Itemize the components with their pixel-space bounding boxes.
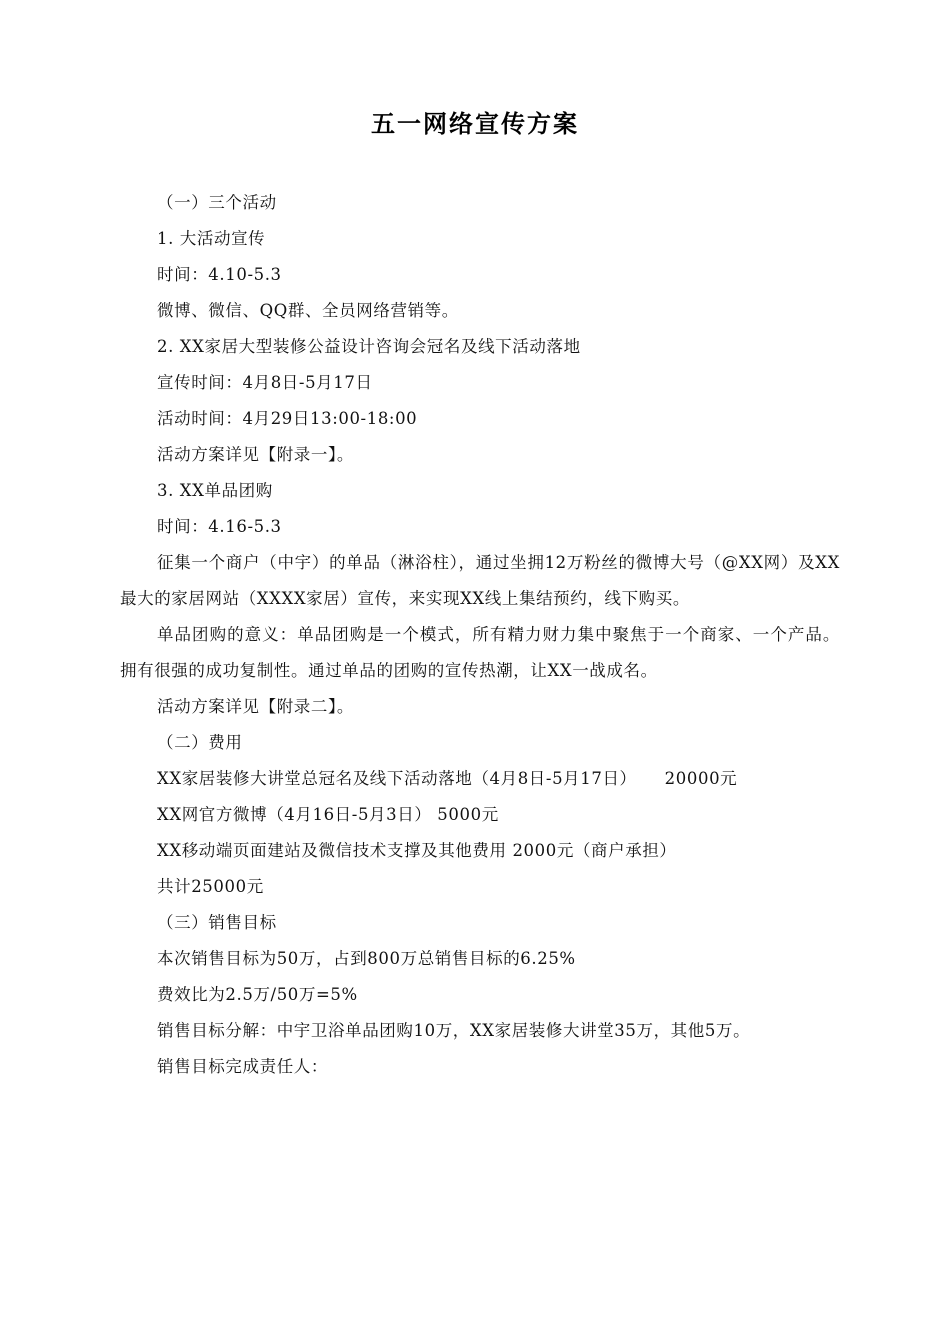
section-heading-activities: （一）三个活动 [157, 193, 277, 212]
item3-plan-reference: 活动方案详见【附录二】。 [157, 697, 354, 716]
item2-title: 2. XX家居大型装修公益设计咨询会冠名及线下活动落地 [157, 337, 581, 356]
document-body [120, 185, 840, 1085]
cost-line-sponsorship-label: XX家居装修大讲堂总冠名及线下活动落地（4月8日-5月17日） [157, 769, 637, 788]
cost-line-weibo: XX网官方微博（4月16日-5月3日） 5000元 [157, 805, 499, 824]
document-title: 五一网络宣传方案 [371, 110, 579, 138]
goal-line-breakdown: 销售目标分解：中宇卫浴单品团购10万，XX家居装修大讲堂35万，其他5万。 [157, 1021, 751, 1040]
item1-description: 微博、微信、QQ群、全员网络营销等。 [157, 301, 459, 320]
item2-plan-reference: 活动方案详见【附录一】。 [157, 445, 354, 464]
cost-total: 共计25000元 [157, 877, 264, 896]
goal-line-target: 本次销售目标为50万，占到800万总销售目标的6.25% [157, 949, 576, 968]
item3-paragraph-meaning: 单品团购的意义：单品团购是一个模式，所有精力财力集中聚焦于一个商家、一个产品。拥有很强的成功复制性。通过单品的团购的宣传热潮，让XX一战成名。 [120, 625, 840, 680]
item3-time: 时间：4.16-5.3 [157, 517, 282, 536]
goal-line-cost-ratio: 费效比为2.5万/50万=5% [157, 985, 358, 1004]
item1-time: 时间：4.10-5.3 [157, 265, 282, 284]
goal-line-responsible: 销售目标完成责任人： [157, 1057, 328, 1076]
item2-promo-time: 宣传时间：4月8日-5月17日 [157, 373, 373, 392]
cost-line-mobile: XX移动端页面建站及微信技术支撑及其他费用 2000元（商户承担） [157, 841, 677, 860]
item3-paragraph-campaign: 征集一个商户（中宇）的单品（淋浴柱），通过坐拥12万粉丝的微博大号（@XX网）及XX最大的家居网站（XXXX家居）宣传，来实现XX线上集结预约，线下购买。 [120, 553, 840, 608]
cost-line-sponsorship [120, 761, 840, 797]
section-heading-costs: （二）费用 [157, 733, 243, 752]
section-heading-sales-goals: （三）销售目标 [157, 913, 277, 932]
item2-event-time: 活动时间：4月29日13:00-18:00 [157, 409, 418, 428]
item3-title: 3. XX单品团购 [157, 481, 273, 500]
item1-title: 1. 大活动宣传 [157, 229, 266, 248]
cost-line-sponsorship-amount: 20000元 [664, 769, 738, 788]
